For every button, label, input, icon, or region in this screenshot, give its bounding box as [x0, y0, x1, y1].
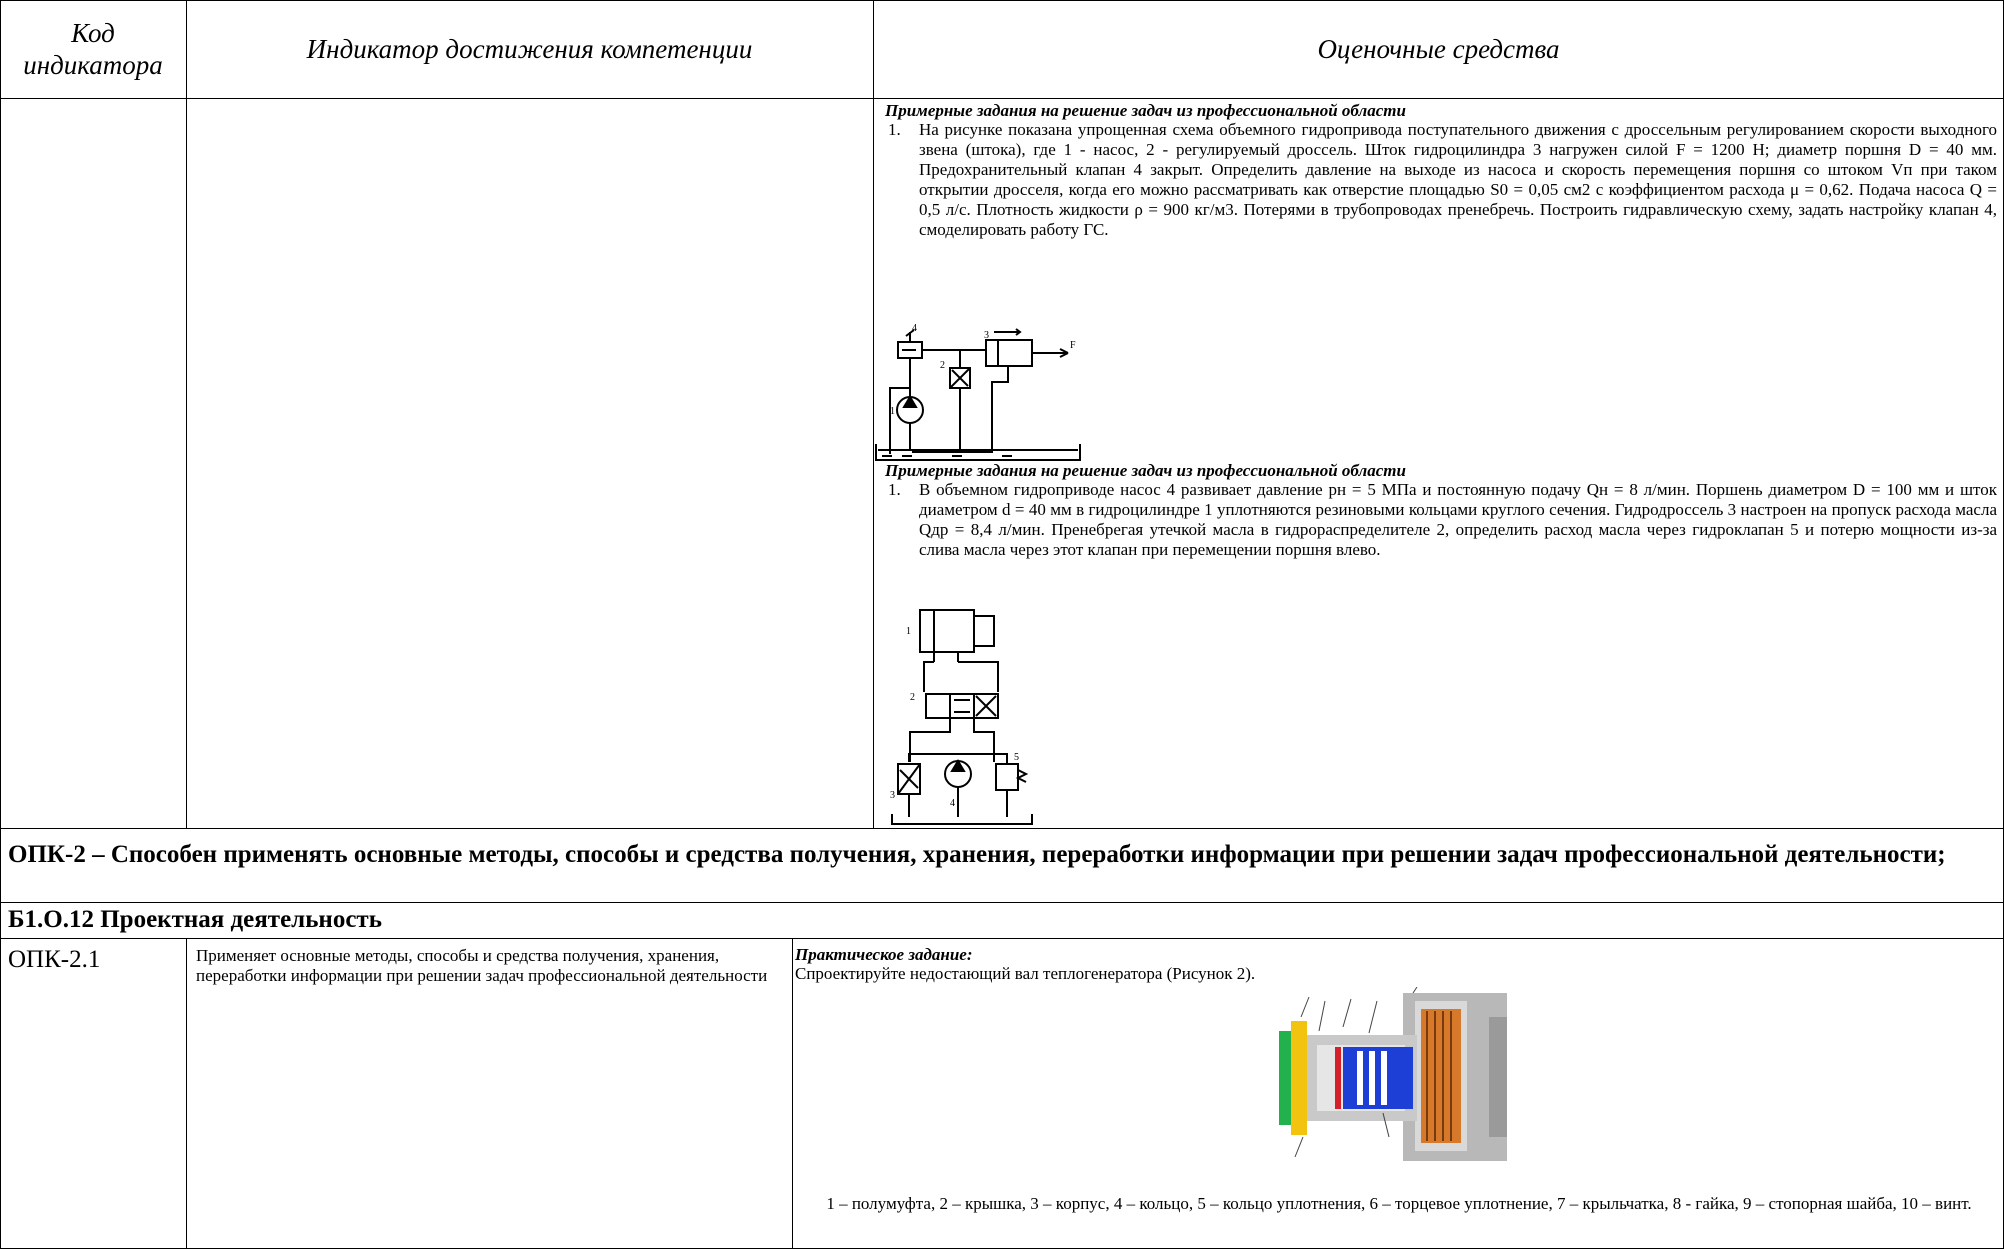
competence-section: ОПК-2 – Способен применять основные методы, способы и средства получения, хранения, переработки информации при решении задач профессиональной деятельности; [8, 841, 1946, 868]
indicator-code: ОПК-2.1 [8, 946, 101, 973]
svg-text:3: 3 [890, 790, 895, 801]
header-indicator: Индикатор достижения компетенции [306, 34, 753, 64]
task2-title: Примерные задания на решение задач из профессиональной области [885, 461, 1406, 480]
col2-divider-bottom [792, 938, 793, 1249]
col1-divider-bottom [186, 938, 187, 1249]
header-bottom-line [0, 98, 2004, 99]
figure-caption: 1 – полумуфта, 2 – крышка, 3 – корпус, 4 – кольцо, 5 – кольцо уплотнения, 6 – торцевое уплотнение, 7 – крыльчатка, 8 - гайка, 9 – стопорная шайба, 10 – винт. [826, 1194, 1972, 1213]
task2-number: 1. [888, 480, 901, 499]
competence-bottom-line [0, 902, 2004, 903]
indicator-description: Применяет основные методы, способы и средства получения, хранения, переработки информации при решении задач профессиональной деятельности [196, 946, 768, 985]
svg-text:4: 4 [912, 323, 917, 334]
svg-text:1: 1 [890, 406, 895, 417]
svg-text:2: 2 [910, 692, 915, 703]
hydraulic-scheme-2 [888, 602, 1038, 828]
svg-text:4: 4 [950, 798, 955, 809]
practical-title: Практическое задание: [795, 945, 973, 964]
header-assessment: Оценочные средства [1317, 34, 1560, 64]
heat-generator-drawing [1273, 987, 1509, 1163]
col1-divider-top [186, 0, 187, 829]
table-border-top [0, 0, 2004, 1]
practical-text: Спроектируйте недостающий вал теплогенератора (Рисунок 2). [795, 964, 1256, 983]
svg-text:F: F [1070, 340, 1076, 351]
discipline-section: Б1.О.12 Проектная деятельность [8, 906, 382, 933]
task1-text: На рисунке показана упрощенная схема объемного гидропривода поступательного движения с дроссельным регулированием скорости выходного звена (штока), где 1 - насос, 2 - регулируемый дроссель. Шток гидроцилиндра 3 нагружен силой F = 1200 Н; диаметр поршня D = 40 мм. Предохранительный клапан 4 закрыт. Определить давление на выходе из насоса и скорость перемещения поршня со штоком Vп при таком открытии дросселя, когда его можно рассматривать как отверстие площадью S0 = 0,05 см2 с коэффициентом расхода μ = 0,62. Подача насоса Q = 0,5 л/с. Плотность жидкости ρ = 900 кг/м3. Потерями в трубопроводах пренебречь. Построить гидравлическую схему, задать настройку клапан 4, смоделировать работу ГС. [919, 120, 1997, 239]
task2-text: В объемном гидроприводе насос 4 развивает давление pн = 5 МПа и постоянную подачу Qн = 8 л/мин. Поршень диаметром D = 100 мм и шток диаметром d = 40 мм в гидроцилиндре 1 уплотняются резиновыми кольцами круглого сечения. Гидродроссель 3 настроен на пропуск расхода масла Qдр = 8,4 л/мин. Пренебрегая утечкой масла в гидрораспределителе 2, определить расход масла через гидроклапан 5 и потерю мощности из-за слива масла через этот клапан при перемещении поршня влево. [919, 480, 1997, 559]
svg-text:1: 1 [906, 626, 911, 637]
header-code: Код индикатора [23, 18, 163, 80]
svg-text:2: 2 [940, 360, 945, 371]
svg-text:3: 3 [984, 330, 989, 341]
block1-bottom-line [0, 828, 2004, 829]
task1-number: 1. [888, 120, 901, 139]
svg-text:5: 5 [1014, 752, 1019, 763]
discipline-bottom-line [0, 938, 2004, 939]
task1-title: Примерные задания на решение задач из профессиональной области [885, 101, 1406, 120]
hydraulic-scheme-1 [868, 322, 1086, 462]
table-border-left [0, 0, 1, 1249]
